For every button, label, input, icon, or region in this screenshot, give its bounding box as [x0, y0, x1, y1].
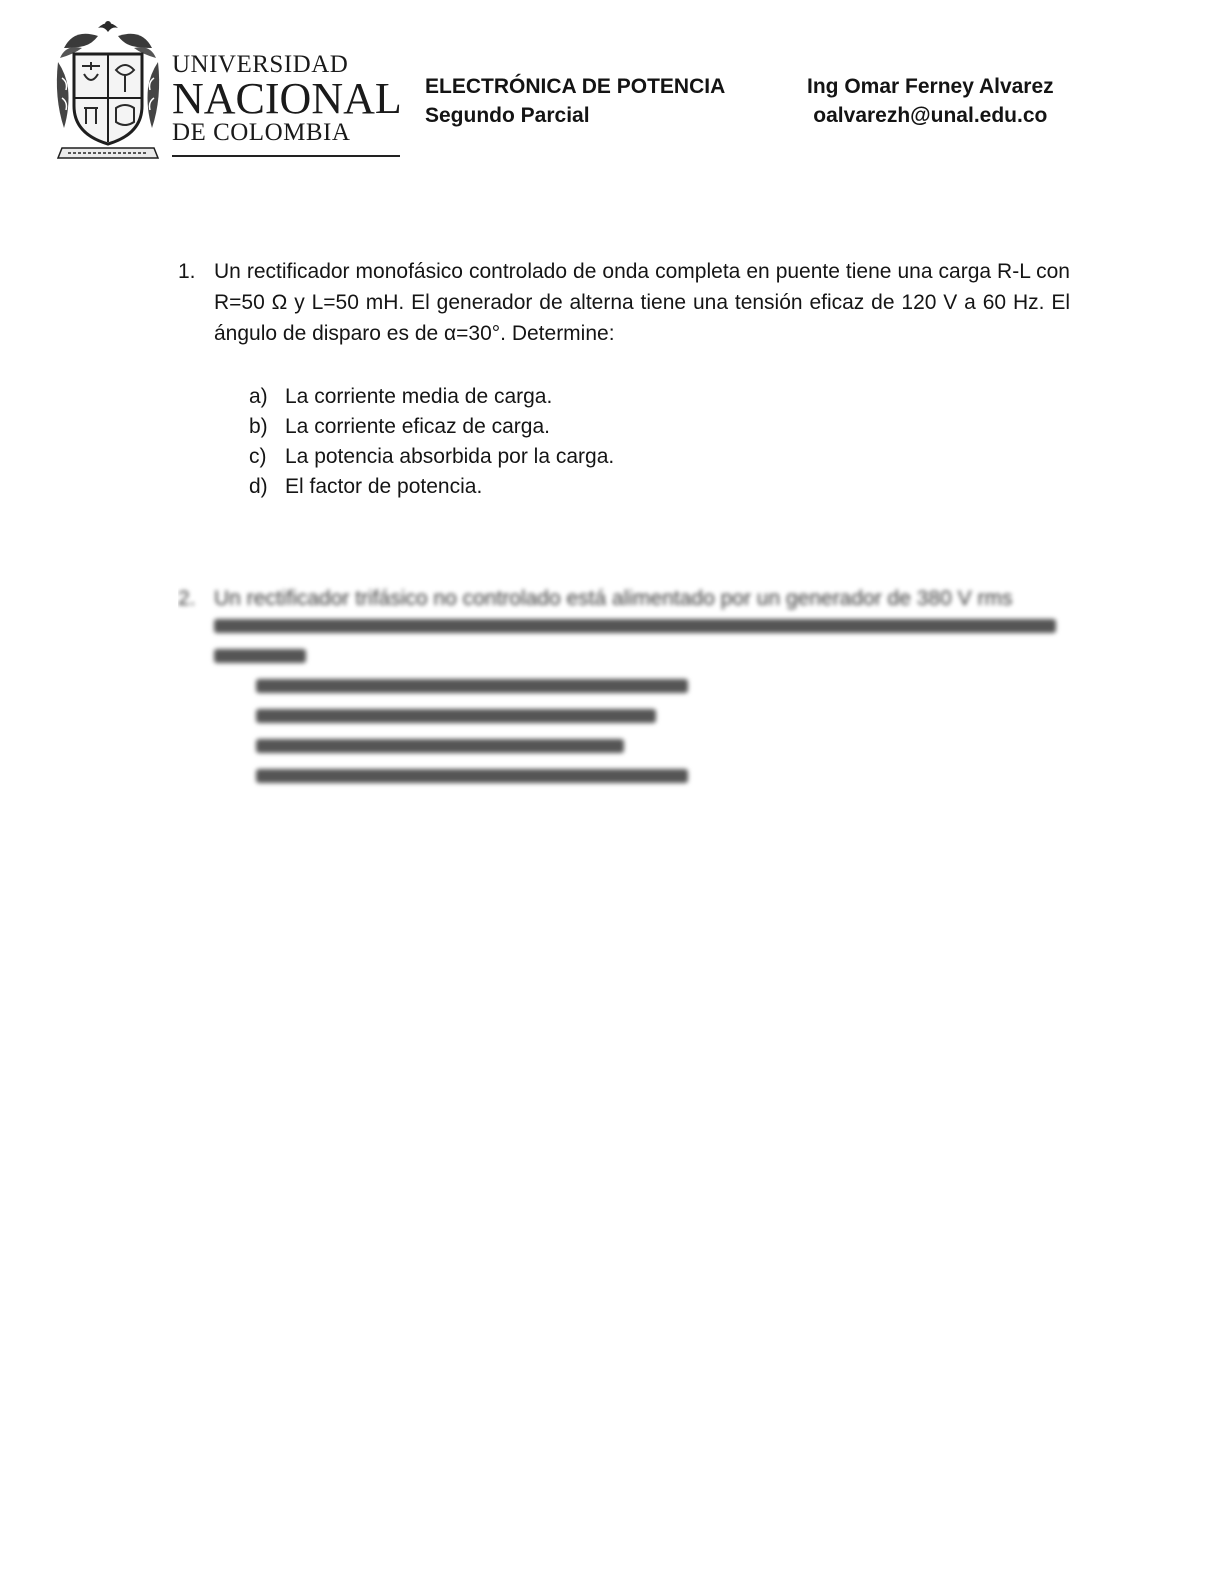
- item-label: a): [249, 385, 268, 408]
- problem-number: 1.: [178, 260, 196, 283]
- document-header: [54, 18, 1154, 168]
- item-text: La potencia absorbida por la carga.: [285, 445, 615, 468]
- problem-statement: Un rectificador monofásico controlado de onda completa en puente tiene una carga R-L con R=50 Ω y L=50 mH. El generador de alterna tiene una tensión eficaz de 120 V a 60 Hz. El ángulo de disparo es de α=30°. Determine:: [214, 260, 1070, 345]
- problem-1-subitems: [249, 382, 614, 502]
- logo-underline: [172, 155, 400, 157]
- list-item: [249, 472, 614, 502]
- item-label: b): [249, 415, 268, 438]
- course-block: [425, 72, 725, 130]
- author-name: Ing Omar Ferney Alvarez: [807, 75, 1054, 98]
- item-text: El factor de potencia.: [285, 475, 483, 498]
- problem-1: [178, 256, 1070, 349]
- list-item: [249, 412, 614, 442]
- item-text: La corriente eficaz de carga.: [285, 415, 550, 438]
- university-line2: NACIONAL: [172, 74, 402, 123]
- university-line1: UNIVERSIDAD: [172, 51, 349, 78]
- university-line3: DE COLOMBIA: [172, 119, 351, 146]
- problem-statement: Un rectificador trifásico no controlado está alimentado por un generador de 380 V rms: [214, 587, 1013, 610]
- obscured-text-block: [178, 613, 1070, 803]
- list-item: [249, 442, 614, 472]
- university-wordmark: [172, 52, 404, 146]
- item-text: La corriente media de carga.: [285, 385, 553, 408]
- author-email: oalvarezh@unal.edu.co: [813, 104, 1048, 127]
- problem-number: 2.: [178, 587, 196, 610]
- problem-2: [178, 583, 1070, 614]
- university-crest-icon: [54, 18, 162, 166]
- problem-2-blurred: [178, 583, 1070, 803]
- exam-name: Segundo Parcial: [425, 104, 590, 127]
- list-item: [249, 382, 614, 412]
- item-label: d): [249, 475, 268, 498]
- author-block: [807, 72, 1054, 130]
- course-title: ELECTRÓNICA DE POTENCIA: [425, 75, 726, 98]
- item-label: c): [249, 445, 267, 468]
